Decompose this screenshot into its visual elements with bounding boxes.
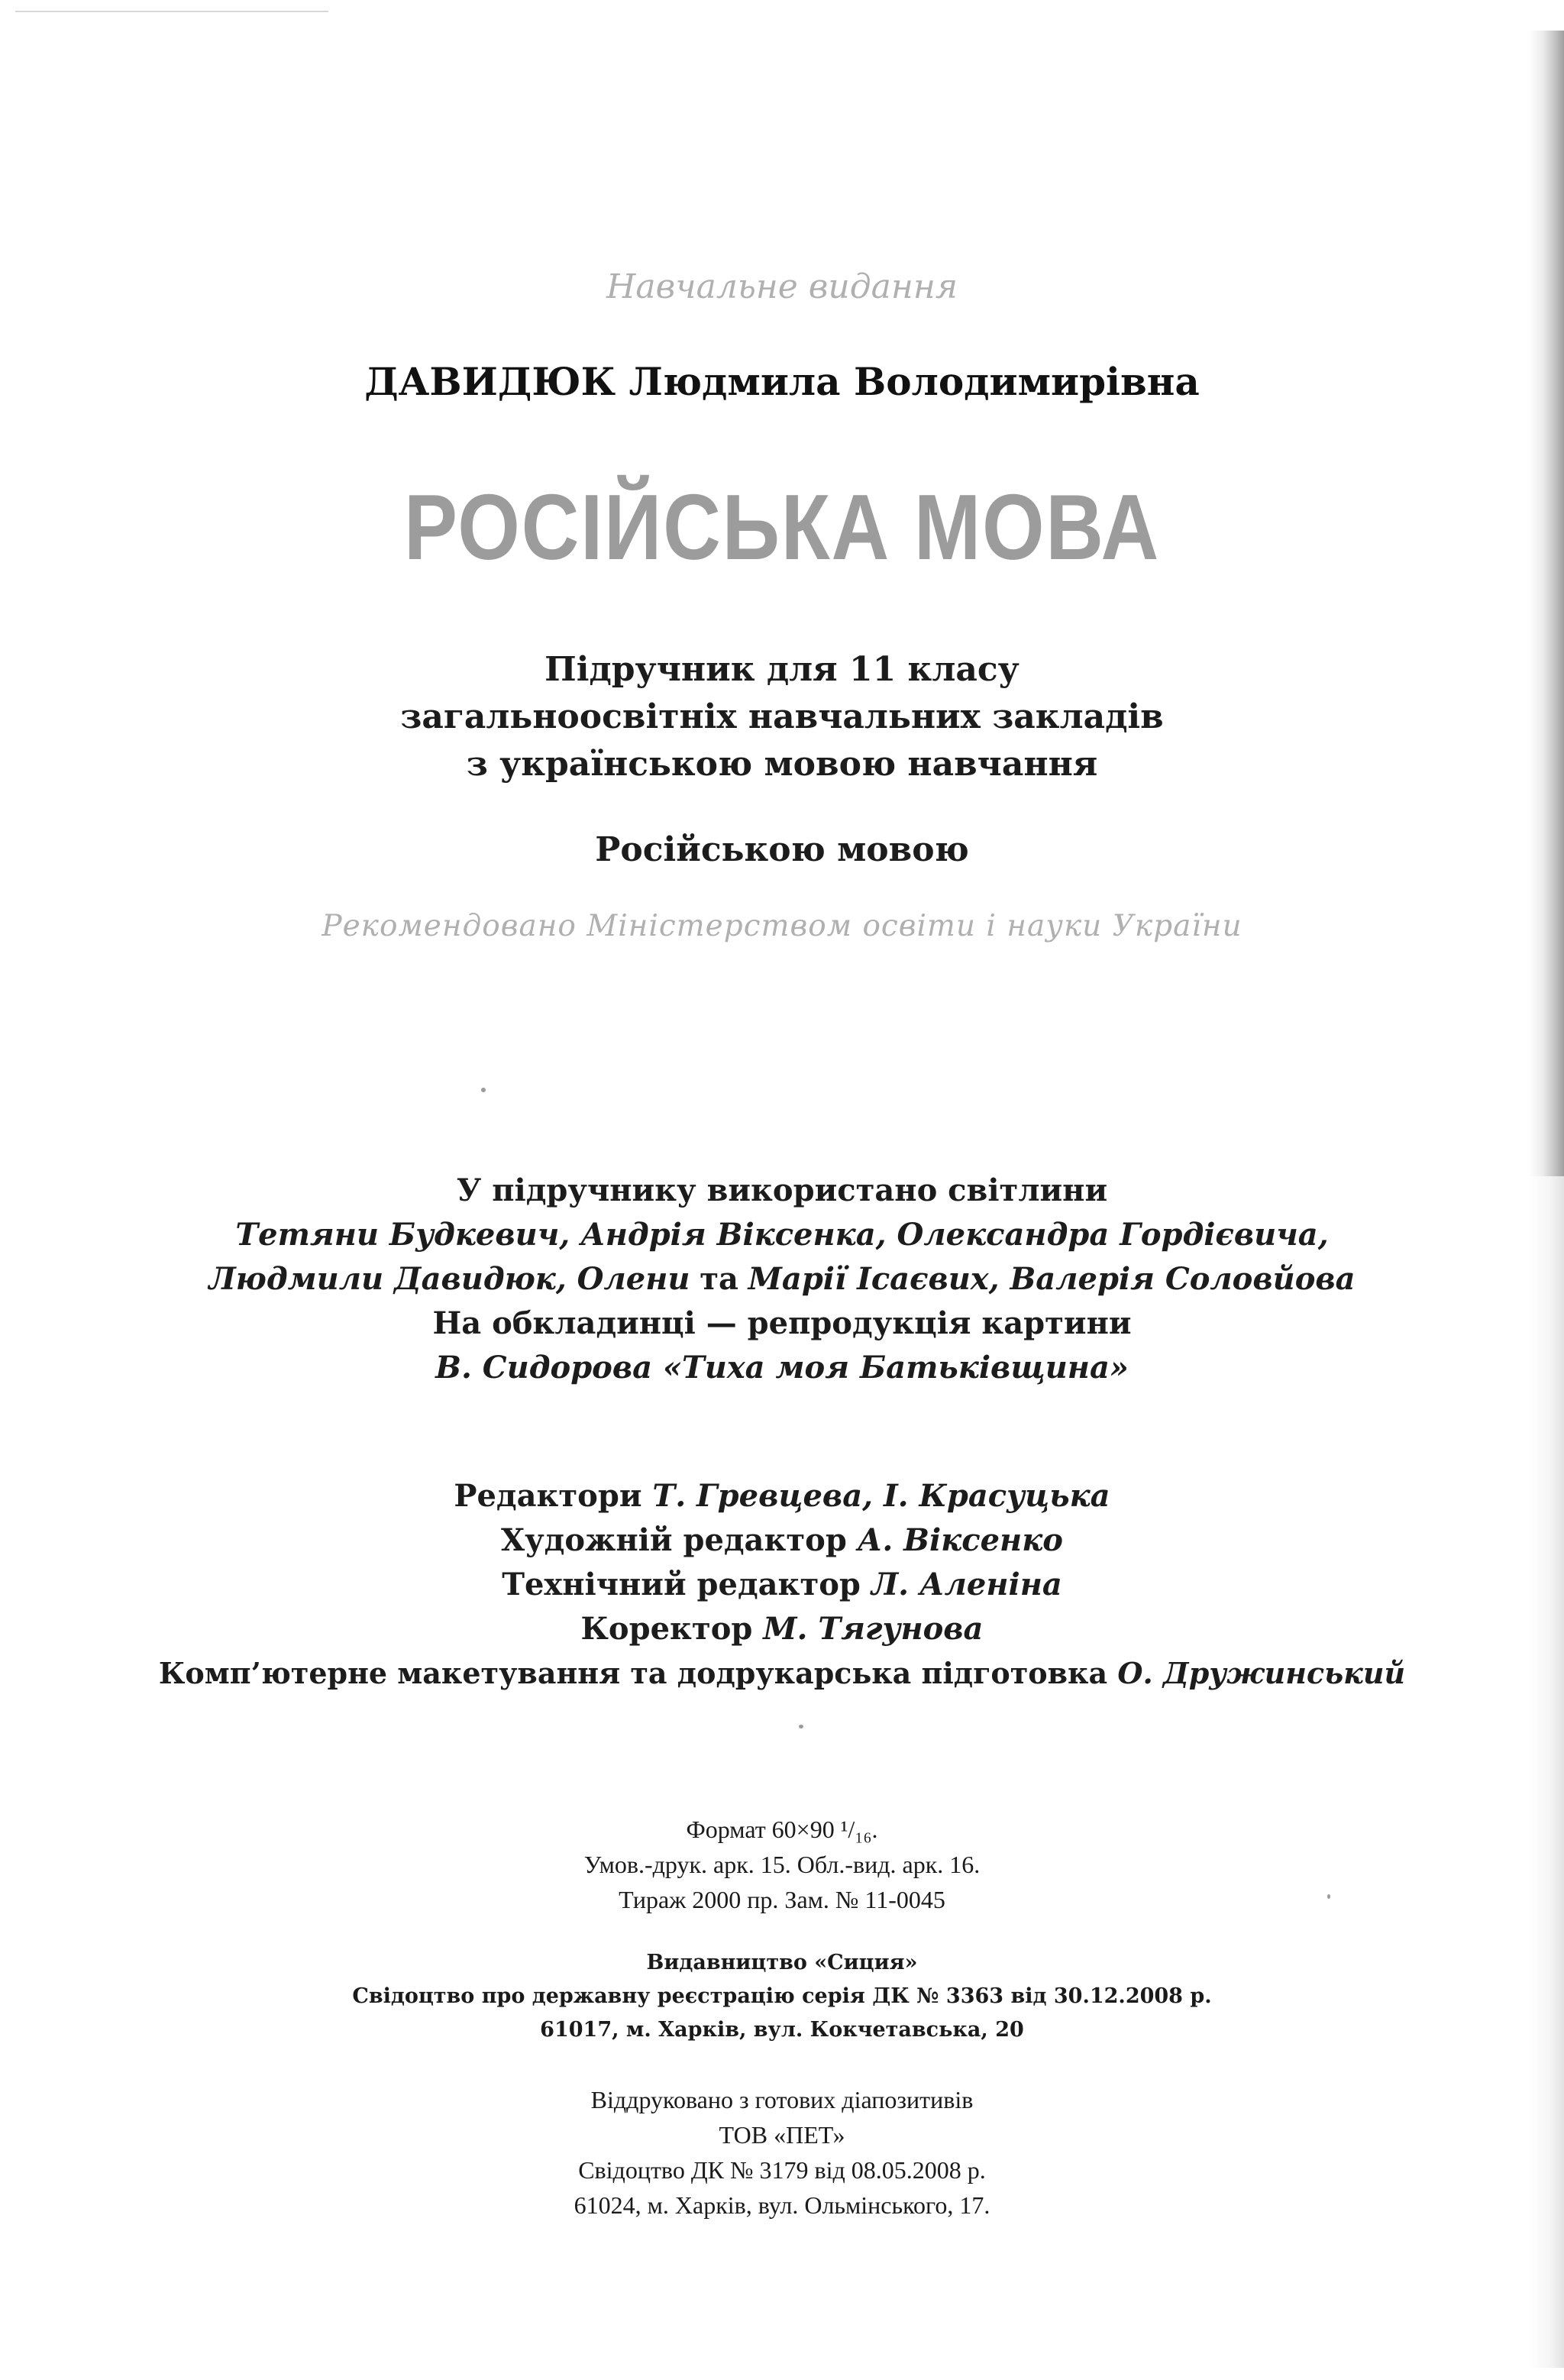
- publisher-line: Видавництво «Сиция»: [646, 1951, 918, 1974]
- scan-speck: [481, 1088, 486, 1092]
- subtitle-line: з українською мовою навчання: [466, 745, 1098, 784]
- subtitle-line: Підручник для 11 класу: [544, 650, 1020, 689]
- photo-credits-block: [0, 1169, 1564, 1390]
- publisher-line: 61017, м. Харків, вул. Кокчетавська, 20: [540, 2018, 1024, 2042]
- staff-role: Художній редактор: [501, 1522, 847, 1558]
- scan-speck: [1327, 1894, 1330, 1899]
- photo-credits-intro: У підручнику використано світлини: [456, 1172, 1108, 1208]
- print-spec-line: Формат 60×90 ¹/₁₆.: [686, 1816, 878, 1843]
- staff-block: [0, 1474, 1564, 1696]
- staff-name: Т. Гревцева, І. Красуцька: [652, 1478, 1110, 1514]
- staff-line: [0, 1518, 1564, 1563]
- publisher-block: [0, 1946, 1564, 2047]
- subtitle-line: загальноосвітніх навчальних закладів: [400, 697, 1164, 736]
- photo-credits-names-b: Марії Ісаєвих, Валерія Соловйова: [748, 1261, 1356, 1297]
- cover-credit-painting: В. Сидорова «Тиха моя Батьківщина»: [435, 1350, 1129, 1386]
- staff-name: А. Віксенко: [857, 1522, 1063, 1558]
- language-block: [0, 826, 1564, 874]
- photo-credits-conjunction: та: [700, 1261, 738, 1297]
- author-name: ДАВИДЮК Людмила Володимирівна: [364, 359, 1200, 404]
- scan-page-edge: [1529, 31, 1564, 1176]
- print-specs-block: [0, 1812, 1564, 1917]
- print-spec-line: Умов.-друк. арк. 15. Обл.-вид. арк. 16.: [583, 1851, 981, 1878]
- staff-role: Комп’ютерне макетування та додрукарська підготовка: [158, 1656, 1108, 1690]
- staff-name: О. Дружинський: [1117, 1656, 1406, 1690]
- series-label: Навчальне видання: [606, 267, 958, 306]
- staff-line: [0, 1563, 1564, 1607]
- recommendation-line: Рекомендовано Міністерством освіти і науки України: [322, 909, 1242, 943]
- photo-credits-names: Тетяни Будкевич, Андрія Віксенка, Олександра Гордієвича,: [235, 1217, 1329, 1253]
- scan-speck: [799, 1725, 803, 1728]
- publisher-line: Свідоцтво про державну реєстрацію серія ДК № 3363 від 30.12.2008 р.: [352, 1984, 1212, 2008]
- scan-top-rule: [15, 11, 328, 12]
- language-line: Російською мовою: [595, 830, 969, 869]
- staff-role: Технічний редактор: [502, 1567, 861, 1602]
- printer-line: Віддруковано з готових діапозитивів: [590, 2086, 974, 2113]
- staff-name: М. Тягунова: [763, 1611, 984, 1647]
- subtitle-block: [0, 646, 1564, 788]
- printer-line: 61024, м. Харків, вул. Ольмінського, 17.: [574, 2191, 990, 2219]
- printer-line: ТОВ «ПЕТ»: [719, 2121, 845, 2149]
- book-title-block: [0, 474, 1564, 580]
- staff-line: [0, 1607, 1564, 1651]
- photo-credits-names: [0, 1257, 1564, 1302]
- book-title: РОСІЙСЬКА МОВА: [403, 475, 1161, 579]
- staff-role: Редактори: [454, 1478, 642, 1514]
- series-label-block: [0, 267, 1564, 306]
- printer-line: Свідоцтво ДК № 3179 від 08.05.2008 р.: [578, 2156, 986, 2184]
- author-block: [0, 359, 1564, 404]
- staff-line: [0, 1651, 1564, 1696]
- printer-block: [0, 2082, 1564, 2223]
- recommendation-block: [0, 909, 1564, 943]
- staff-name: Л. Аленіна: [871, 1567, 1062, 1602]
- staff-line: [0, 1474, 1564, 1518]
- cover-credit-intro: На обкладинці — репродукція картини: [432, 1305, 1132, 1341]
- print-spec-line: Тираж 2000 пр. Зам. № 11-0045: [619, 1886, 945, 1913]
- photo-credits-names-a: Людмили Давидюк, Олени: [208, 1261, 690, 1297]
- staff-role: Коректор: [580, 1611, 753, 1647]
